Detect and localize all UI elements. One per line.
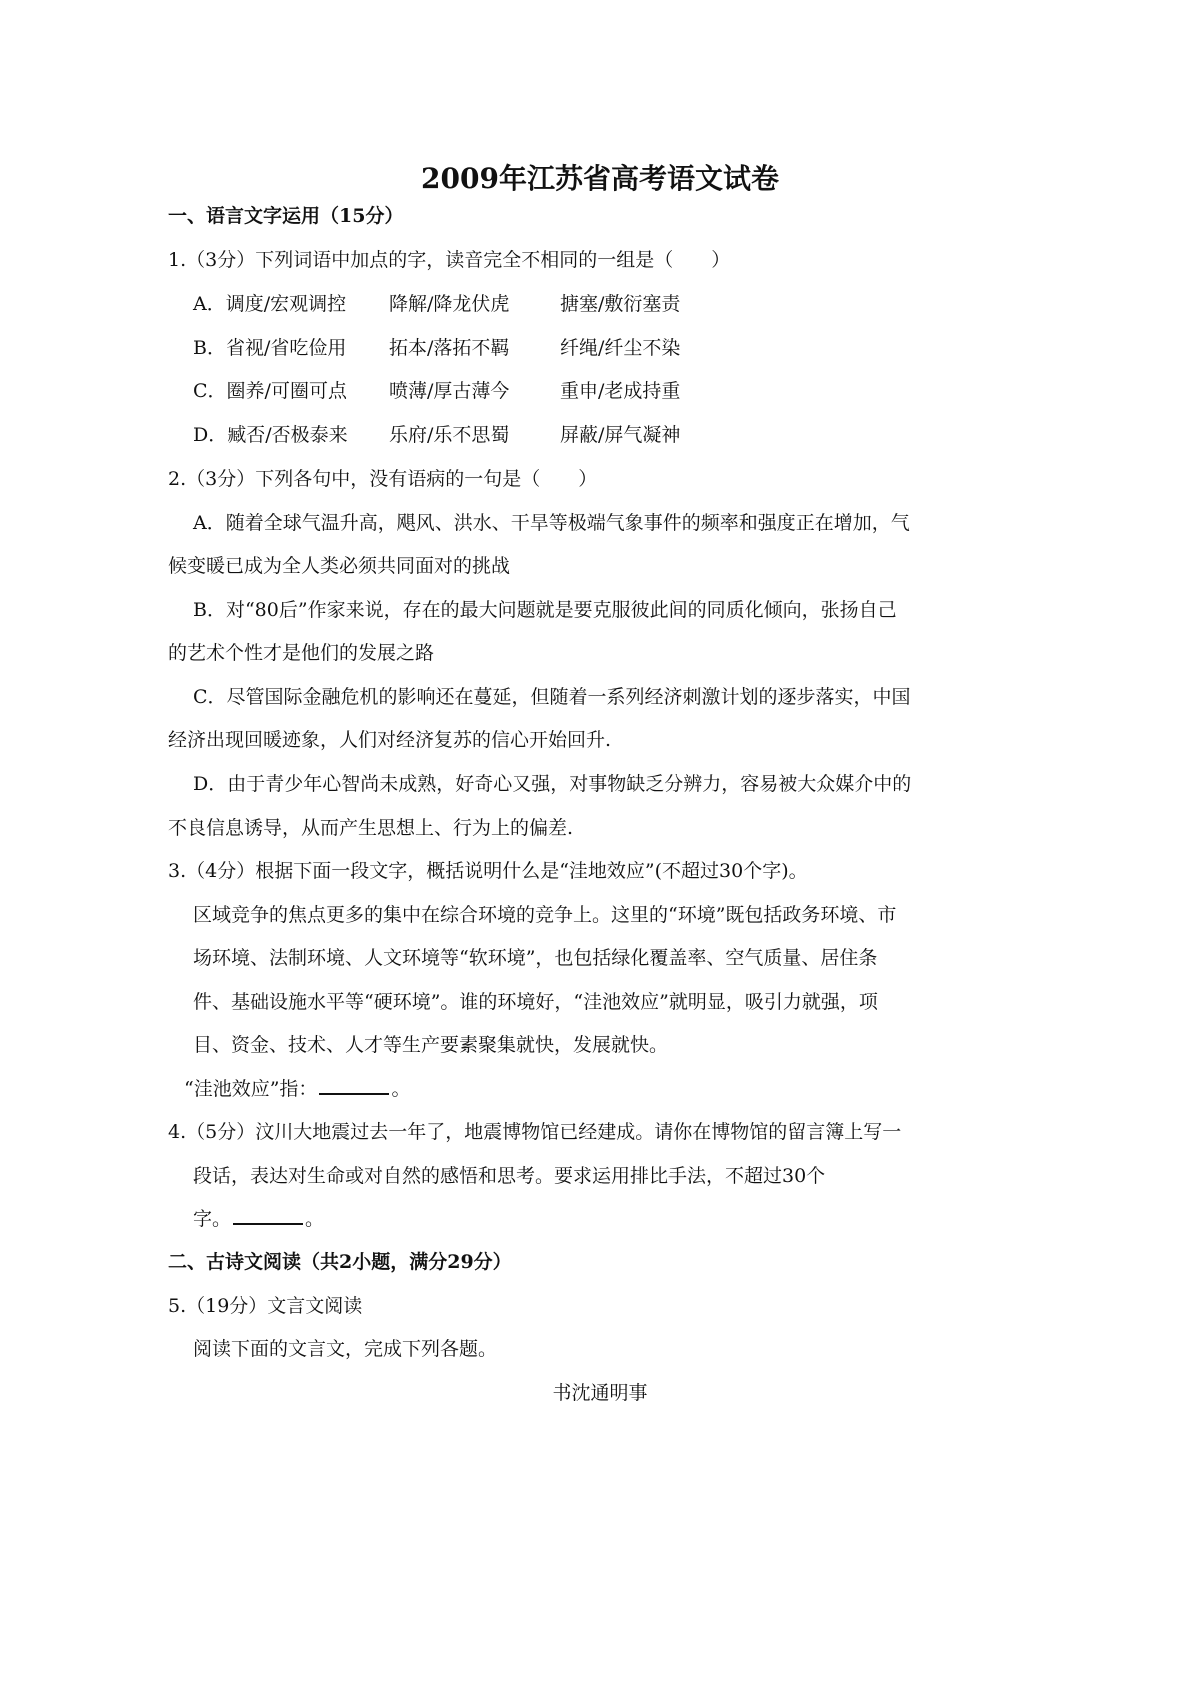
- q2-option-a-line2: 候变暖已成为全人类必须共同面对的挑战: [168, 555, 511, 577]
- q2-stem: 2.（3分）下列各句中，没有语病的一句是（ ）: [168, 468, 598, 490]
- q4-answer-prefix: 字。: [193, 1208, 232, 1230]
- q2-option-c-line2: 经济出现回暖迹象，人们对经济复苏的信心开始回升.: [168, 729, 612, 751]
- q1-option-b-col2: 拓本/落拓不羁: [389, 337, 510, 359]
- q1-option-b-col3: 纤绳/纤尘不染: [560, 337, 681, 359]
- q1-option-a-col1: A．调度/宏观调控: [193, 293, 347, 315]
- q5-stem: 5.（19分）文言文阅读: [168, 1295, 363, 1317]
- q1-option-d-col1: D．臧否/否极泰来: [193, 424, 348, 446]
- q3-answer-prefix: “洼池效应”指：: [184, 1078, 318, 1100]
- q4-stem-line1: 4.（5分）汶川大地震过去一年了，地震博物馆已经建成。请你在博物馆的留言簿上写一: [168, 1121, 902, 1143]
- q3-passage-line3: 件、基础设施水平等“硬环境”。谁的环境好，“洼池效应”就明显，吸引力就强，项: [193, 991, 878, 1013]
- q4-stem-line2: 段话，表达对生命或对自然的感悟和思考。要求运用排比手法，不超过30个: [193, 1165, 826, 1187]
- q2-option-b-line2: 的艺术个性才是他们的发展之路: [168, 642, 435, 664]
- q5-instruction: 阅读下面的文言文，完成下列各题。: [193, 1338, 498, 1360]
- q1-stem: 1.（3分）下列词语中加点的字，读音完全不相同的一组是（ ）: [168, 249, 731, 271]
- q3-answer-line: [184, 1077, 410, 1101]
- exam-title: 2009年江苏省高考语文试卷: [421, 162, 779, 195]
- section-2-heading: 二、古诗文阅读（共2小题，满分29分）: [168, 1251, 512, 1273]
- q3-answer-suffix: 。: [391, 1078, 411, 1100]
- q3-answer-blank[interactable]: [319, 1079, 389, 1095]
- q1-option-d-col2: 乐府/乐不思蜀: [389, 424, 510, 446]
- q2-option-d-line1: D．由于青少年心智尚未成熟，好奇心又强，对事物缺乏分辨力，容易被大众媒介中的: [193, 773, 912, 795]
- q3-passage-line4: 目、资金、技术、人才等生产要素聚集就快，发展就快。: [193, 1034, 669, 1056]
- q3-stem: 3.（4分）根据下面一段文字，概括说明什么是“洼地效应”(不超过30个字)。: [168, 860, 808, 882]
- q5-passage-title: 书沈通明事: [552, 1382, 648, 1404]
- q1-option-b-col1: B．省视/省吃俭用: [193, 337, 347, 359]
- q1-option-c-col3: 重申/老成持重: [560, 380, 681, 402]
- q1-option-c-col2: 喷薄/厚古薄今: [389, 380, 510, 402]
- q1-option-d-col3: 屏蔽/屏气凝神: [560, 424, 681, 446]
- q1-option-a-col2: 降解/降龙伏虎: [389, 293, 510, 315]
- q3-passage-line1: 区域竞争的焦点更多的集中在综合环境的竞争上。这里的“环境”既包括政务环境、市: [193, 904, 897, 926]
- q1-option-a-col3: 搪塞/敷衍塞责: [560, 293, 681, 315]
- q2-option-d-line2: 不良信息诱导，从而产生思想上、行为上的偏差.: [168, 817, 574, 839]
- q2-option-c-line1: C．尽管国际金融危机的影响还在蔓延，但随着一系列经济刺激计划的逐步落实，中国: [193, 686, 911, 708]
- q2-option-a-line1: A．随着全球气温升高，飓风、洪水、干旱等极端气象事件的频率和强度正在增加，气: [193, 512, 910, 534]
- section-1-heading: 一、语言文字运用（15分）: [168, 205, 404, 227]
- q1-option-c-col1: C．圈养/可圈可点: [193, 380, 347, 402]
- q4-answer-blank[interactable]: [233, 1209, 303, 1225]
- q3-passage-line2: 场环境、法制环境、人文环境等“软环境”，也包括绿化覆盖率、空气质量、居住条: [193, 947, 878, 969]
- q4-answer-suffix: 。: [305, 1208, 325, 1230]
- q4-answer-line: [193, 1207, 324, 1231]
- q2-option-b-line1: B．对“80后”作家来说，存在的最大问题就是要克服彼此间的同质化倾向，张扬自己: [193, 599, 897, 621]
